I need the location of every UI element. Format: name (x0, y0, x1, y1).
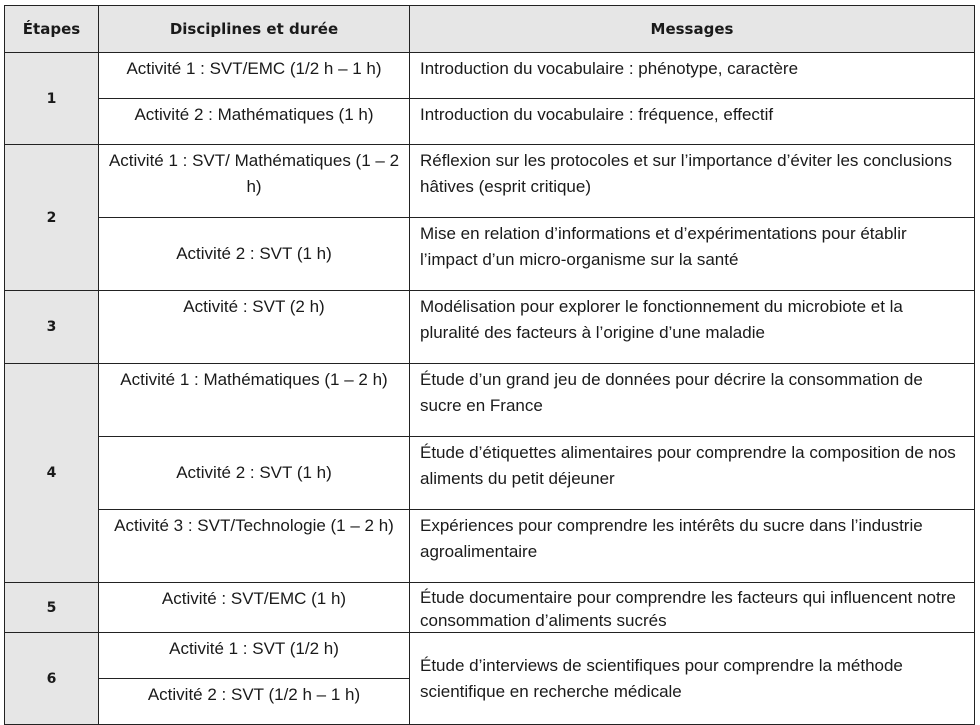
stage-cell-1: 1 (5, 53, 99, 145)
table-row (5, 633, 975, 679)
header-stages: Étapes (5, 6, 99, 53)
table-row (5, 364, 975, 437)
discipline-cell: Activité 2 : SVT (1/2 h – 1 h) (99, 679, 410, 725)
table-row (5, 291, 975, 364)
discipline-cell: Activité 1 : SVT (1/2 h) (99, 633, 410, 679)
discipline-cell: Activité 1 : SVT/EMC (1/2 h – 1 h) (99, 53, 410, 99)
header-row (5, 6, 975, 53)
message-cell: Étude d’étiquettes alimentaires pour comprendre la composition de nos aliments du petit déjeuner (410, 437, 975, 510)
discipline-cell: Activité : SVT (2 h) (99, 291, 410, 364)
message-cell: Étude d’interviews de scientifiques pour comprendre la méthode scientifique en recherche médicale (410, 633, 975, 725)
message-cell: Étude d’un grand jeu de données pour décrire la consommation de sucre en France (410, 364, 975, 437)
message-cell: Introduction du vocabulaire : fréquence, effectif (410, 99, 975, 145)
discipline-cell: Activité 2 : SVT (1 h) (99, 218, 410, 291)
table-row (5, 510, 975, 583)
discipline-cell: Activité 1 : SVT/ Mathématiques (1 – 2 h) (99, 145, 410, 218)
discipline-cell: Activité 3 : SVT/Technologie (1 – 2 h) (99, 510, 410, 583)
header-messages: Messages (410, 6, 975, 53)
activity-table (4, 5, 975, 725)
message-cell: Réflexion sur les protocoles et sur l’importance d’éviter les conclusions hâtives (esprit critique) (410, 145, 975, 218)
discipline-cell: Activité 1 : Mathématiques (1 – 2 h) (99, 364, 410, 437)
table-row (5, 218, 975, 291)
message-cell: Expériences pour comprendre les intérêts du sucre dans l’industrie agroalimentaire (410, 510, 975, 583)
message-cell: Modélisation pour explorer le fonctionnement du microbiote et la pluralité des facteurs à l’origine d’une maladie (410, 291, 975, 364)
discipline-cell: Activité 2 : SVT (1 h) (99, 437, 410, 510)
message-cell: Mise en relation d’informations et d’expérimentations pour établir l’impact d’un micro-organisme sur la santé (410, 218, 975, 291)
stage-cell-3: 3 (5, 291, 99, 364)
stage-cell-6: 6 (5, 633, 99, 725)
stage-cell-5: 5 (5, 583, 99, 633)
table-row (5, 145, 975, 218)
table-row (5, 583, 975, 633)
stage-cell-4: 4 (5, 364, 99, 583)
discipline-cell: Activité : SVT/EMC (1 h) (99, 583, 410, 633)
header-disciplines: Disciplines et durée (99, 6, 410, 53)
message-cell: Étude documentaire pour comprendre les facteurs qui influencent notre consommation d’aliments sucrés (410, 583, 975, 633)
message-cell: Introduction du vocabulaire : phénotype, caractère (410, 53, 975, 99)
discipline-cell: Activité 2 : Mathématiques (1 h) (99, 99, 410, 145)
stage-cell-2: 2 (5, 145, 99, 291)
table-row (5, 99, 975, 145)
table-row (5, 53, 975, 99)
table-row (5, 437, 975, 510)
